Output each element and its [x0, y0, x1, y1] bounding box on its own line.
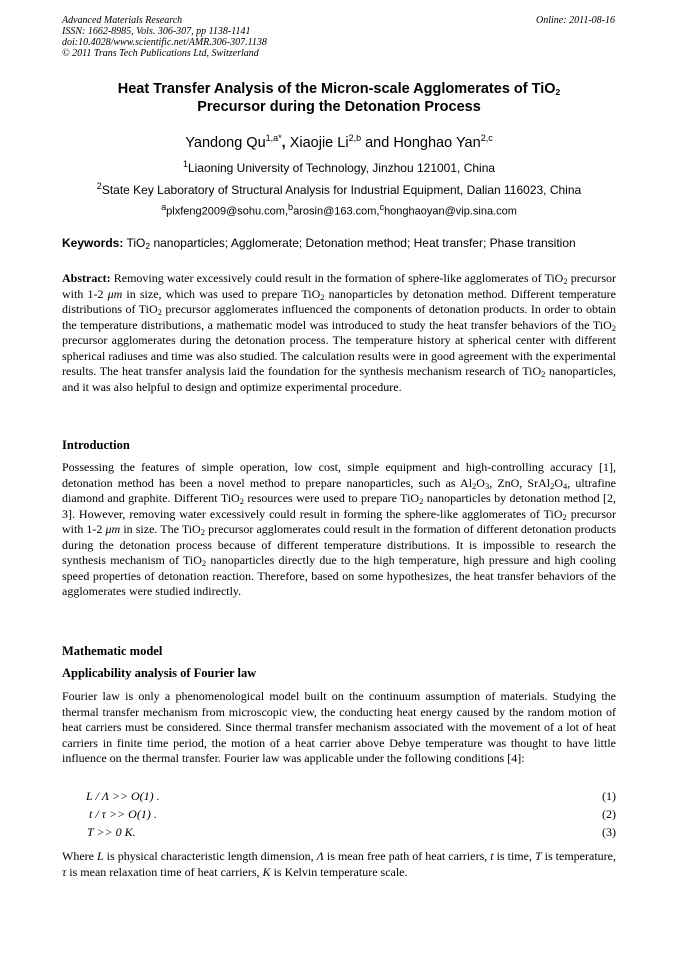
keywords: Keywords: TiO$_2$ nanoparticles; Agglomerate; Detonation method; Heat transfer; Phase transition [62, 236, 576, 251]
equation-formula: T >> 0 K. [87, 825, 136, 839]
equation-number: (1) [602, 789, 616, 803]
author-3: Honghao Yan [393, 134, 481, 151]
copyright-line: © 2011 Trans Tech Publications Ltd, Switzerland [62, 48, 259, 59]
author-2: Xiaojie Li [289, 134, 349, 151]
introduction-body: Possessing the features of simple operation, low cost, simple equipment and high-controlling accuracy [1], detonation method has been a novel method to prepare nanoparticles, such as $Al_2O_3$, ZnO, $SrAl_2O_4$, ultrafine diamond and graphite. Different TiO$_2$ resources were used to prepare TiO$_2$ nanoparticles by detonation method [2, 3]. However, removing water excessively could result in forming the sphere-like agglomerates of TiO$_2$ precursor with 1-2 μm in size. The TiO$_2$ precursor agglomerates could result in the formation of different detonation products during the detonation process because of different temperature distributions. It is impossible to research the synthesis mechanism of TiO$_2$ nanoparticles directly due to the high temperature, high pressure and high cooling speed properties of detonation reaction. Therefore, based on some hypothesizes, the heat transfer behaviors of the agglomerates were studied indirectly. [62, 460, 617, 598]
where-paragraph: Where L is physical characteristic length dimension, Λ is mean free path of heat carriers, t is time, T is temperature, τ is mean relaxation time of heat carriers, K is Kelvin temperature scale. [62, 849, 616, 879]
paper-title [62, 80, 616, 116]
affiliation-1: $^1$Liaoning University of Technology, Jinzhou 121001, China [182, 159, 496, 175]
model-subheading: Applicability analysis of Fourier law [62, 666, 257, 680]
fourier-paragraph: Fourier law is only a phenomenological model built on the continuum assumption of materials. Studying the thermal transfer mechanism from microscopic view, the conducting heat energy caused by the random motion of heat carriers must be considered. Since thermal transfer mechanism associated with the movement of a lot of heat carriers in finite time period, the motion of a heat carrier above Debye temperature was thought to have little influence on the thermal transfer. Fourier law was applicable under the following conditions [4]: [62, 689, 616, 765]
journal-name: Advanced Materials Research [62, 15, 183, 26]
equation-2 [62, 807, 616, 822]
author-emails: $^a$plxfeng2009@sohu.com,$^b$arosin@163.com,$^c$honghaoyan@vip.sina.com [161, 202, 517, 218]
equation-1 [62, 789, 616, 804]
model-heading: Mathematic model [62, 644, 163, 658]
title-line-2: Precursor during the Detonation Process [197, 99, 481, 115]
abstract: Abstract: Removing water excessively could result in the formation of sphere-like agglomerates of TiO$_2$ precursor with 1-2 μm in size, which was used to prepare TiO$_2$ nanoparticles by detonation method. Different temperature distributions of TiO$_2$ precursor agglomerates influenced the components of detonation products. In order to obtain the temperature distributions, a mathematic model was introduced to study the heat transfer behaviors of the TiO$_2$ precursor agglomerates during the detonation process. The temperature history at spherical center with different spherical radiuses and time was also studied. The calculation results were in good agreement with the experimental results. The heat transfer analysis laid the foundation for the synthesis mechanism research of TiO$_2$ nanoparticles, and it was also helpful to design and optimize experimental procedure. [62, 271, 617, 394]
journal-header [62, 15, 267, 59]
equation-number: (3) [602, 825, 616, 839]
title-subscript: 2 [555, 87, 561, 97]
author-1: Yandong Qu [185, 134, 266, 151]
equation-formula: t / τ >> O(1) . [89, 807, 157, 821]
keywords-label: Keywords: [62, 236, 124, 250]
equation-number: (2) [602, 807, 616, 821]
equation-3 [62, 825, 616, 840]
affiliation-2: $^2$State Key Laboratory of Structural Analysis for Industrial Equipment, Dalian 116023, China [96, 181, 582, 197]
issn-line: ISSN: 1662-8985, Vols. 306-307, pp 1138-1141 [62, 26, 251, 37]
online-date: Online: 2011-08-16 [536, 15, 615, 26]
abstract-label: Abstract: [62, 271, 111, 285]
author-list: Yandong $Qu^{1,a*}$, Xiaojie Li$^{2,b}$ and Honghao Yan$^{2,c}$ [185, 133, 493, 151]
introduction-heading: Introduction [62, 438, 130, 452]
equation-formula: L / Λ >> O(1) . [86, 789, 160, 803]
title-line-1: Heat Transfer Analysis of the Micron-scale Agglomerates of TiO [117, 81, 556, 97]
doi-line: doi:10.4028/www.scientific.net/AMR.306-307.1138 [62, 37, 267, 48]
